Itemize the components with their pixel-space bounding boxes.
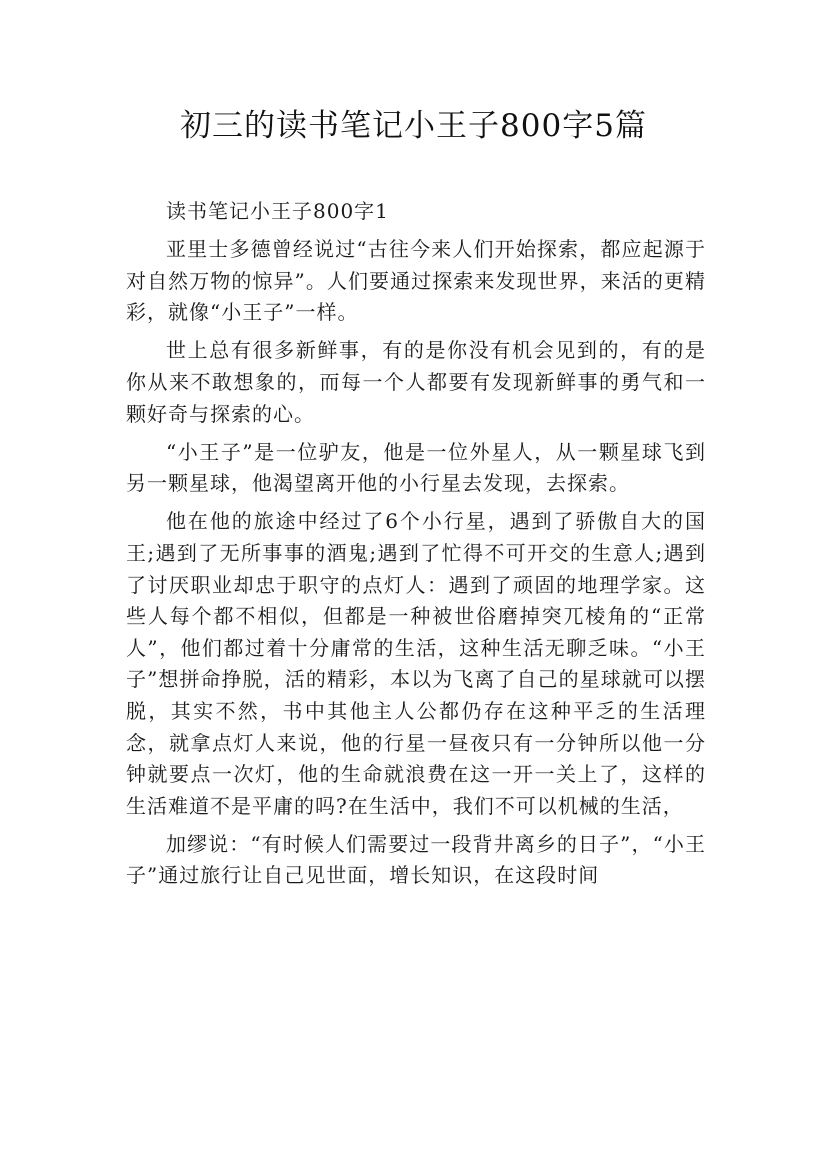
paragraph-4: 他在他的旅途中经过了6个小行星，遇到了骄傲自大的国王;遇到了无所事事的酒鬼;遇到了忙得不可开交的生意人;遇到了讨厌职业却忠于职守的点灯人：遇到了顽固的地理学家。这些人每个都不相似，但都是一种被世俗磨掉突兀棱角的“正常人”，他们都过着十分庸常的生活，这种生活无聊乏味。“小王子”想拼命挣脱，活的精彩，本以为飞离了自己的星球就可以摆脱，其实不然，书中其他主人公都仍存在这种平乏的生活理念，就拿点灯人来说，他的行星一昼夜只有一分钟所以他一分钟就要点一次灯，他的生命就浪费在这一开一关上了，这样的生活难道不是平庸的吗?在生活中，我们不可以机械的生活， [126,509,706,818]
paragraph-1: 亚里士多德曾经说过“古往今来人们开始探索，都应起源于对自然万物的惊异”。人们要通过探索来发现世界，来活的更精彩，就像“小王子”一样。 [126,237,706,325]
document-body [126,196,706,898]
paragraph-2: 世上总有很多新鲜事，有的是你没有机会见到的，有的是你从来不敢想象的，而每一个人都要有发现新鲜事的勇气和一颗好奇与探索的心。 [126,338,706,426]
document-title: 初三的读书笔记小王子800字5篇 [180,108,647,144]
paragraph-3: “小王子”是一位驴友，他是一位外星人，从一颗星球飞到另一颗星球，他渴望离开他的小行星去发现，去探索。 [126,439,706,496]
section-heading: 读书笔记小王子800字1 [166,199,389,223]
paragraph-5: 加缪说：“有时候人们需要过一段背井离乡的日子”，“小王子”通过旅行让自己见世面，增长知识，在这段时间 [126,831,706,888]
